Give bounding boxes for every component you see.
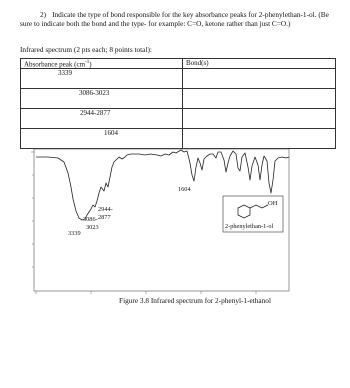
hydroxyl-label: OH — [268, 200, 278, 207]
table-row — [21, 69, 336, 89]
header-bonds: Bond(s) — [183, 59, 336, 69]
peak-cell: 3086-3023 — [21, 89, 183, 109]
figure-caption: Figure 3.8 Infrared spectrum for 2-phenyl-1-ethanol — [119, 296, 271, 305]
peak-label-1604: 1604 — [178, 186, 191, 193]
peak-cell: 3339 — [21, 69, 183, 89]
ir-spectrum — [0, 135, 350, 295]
peak-label-3086: 3086- — [83, 216, 98, 223]
peak-label-2944: 2944- — [98, 206, 113, 213]
bond-answer-cell[interactable] — [183, 89, 336, 109]
peak-label-2877: 2877 — [98, 214, 111, 221]
peak-label-3023: 3023 — [86, 224, 99, 231]
spectrum-ticks — [31, 152, 256, 294]
structure-name: 2-phenylethan-1-ol — [225, 223, 274, 230]
question-number: 2) — [40, 10, 47, 19]
peak-cell: 1604 — [21, 129, 183, 149]
bond-answer-cell[interactable] — [183, 69, 336, 89]
peak-cell: 2944-2877 — [21, 109, 183, 129]
spectrum-subheading: Infrared spectrum (2 pts each; 8 points total): — [20, 45, 152, 54]
question-body: Indicate the type of bond responsible for the key absorbance peaks for 2-phenylethan-1-ol. (Be sure to indicate both the bond and the type- for example: C=O, ketone rather than just C=O.) — [20, 10, 329, 29]
structure-inset — [223, 196, 283, 232]
table-row — [21, 109, 336, 129]
peak-label-3339: 3339 — [68, 230, 81, 237]
question-text — [20, 10, 335, 29]
table-header-row — [21, 59, 336, 69]
header-absorbance-peak: Absorbance peak $(cm^{-1})$ — [21, 59, 183, 69]
table-row — [21, 89, 336, 109]
bond-answer-cell[interactable] — [183, 109, 336, 129]
